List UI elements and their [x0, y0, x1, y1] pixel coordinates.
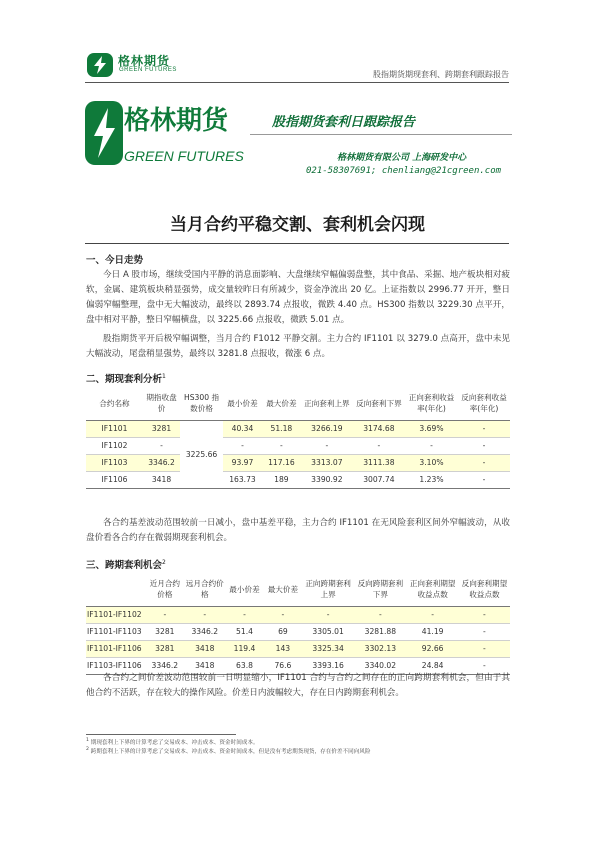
cash-futures-table: [86, 387, 510, 489]
page-title: 当月合约平稳交割、套利机会闪现: [170, 215, 425, 235]
table-header-cell: 正向套利期望收益点数: [406, 573, 458, 606]
table-cell: 3.10%: [405, 454, 458, 471]
banner-company: 格林期货有限公司 上海研发中心: [337, 153, 467, 163]
table-header-cell: 反向跨期套利下界: [354, 573, 406, 606]
table-cell: -: [225, 606, 264, 623]
section-calendar-spread-heading: [86, 557, 166, 571]
header-brand-cn: 格林期货: [118, 54, 171, 68]
table-cell: 3302.13: [354, 640, 406, 657]
section-today-trend-para2: 股指期货平开后极窄幅调整，当月合约 F1012 平静交割。主力合约 IF1101 以 3279.0 点高开，盘中未见大幅波动，尾盘稍显强势，最终以 3281.8 点报收，微涨 6 点。: [86, 334, 510, 359]
table-cell: 3418: [151, 475, 172, 484]
table-cell: 3346.2: [151, 661, 179, 670]
table-cell: -: [406, 606, 458, 623]
table-cell: IF1103-IF1106: [87, 661, 142, 670]
table-cell: -: [160, 441, 163, 450]
table-header-cell: 远月合约价格: [184, 573, 225, 606]
banner-logo-cn: 格林期货: [124, 106, 229, 136]
banner-logo-en: GREEN FUTURES: [124, 148, 244, 164]
green-futures-logo-icon: [86, 52, 114, 78]
table-row: [86, 437, 510, 454]
table-cell: 143: [264, 640, 302, 657]
section-calendar-spread-para: 各合约之间价差波动范围较前一日明显缩小，IF1101 合约与合约之间存在的正向跨期套利机会，但由于其他合约不活跃，存在较大的操作风险。价差日内波幅较大，存在日内跨期套利机会。: [86, 673, 510, 698]
table-cell: -: [459, 606, 510, 623]
table-cell: 3305.01: [312, 627, 344, 636]
table-header-cell: [86, 573, 145, 606]
table-cell: 51.18: [262, 420, 301, 437]
footnote-1-text: 期现套利上下界的计算考虑了交易成本、冲击成本、资金时间成本。: [90, 740, 259, 746]
table-cell: -: [482, 441, 486, 450]
header-brand-en: GREEN FUTURES: [119, 67, 177, 73]
title-rule: [85, 243, 509, 244]
banner-contact: 021-58307691; chenliang@21cgreen.com: [306, 166, 502, 176]
table-cell: -: [483, 661, 486, 670]
table-header-cell: 反向套利期望收益点数: [459, 573, 510, 606]
table-cell: 3346.2: [143, 454, 180, 471]
calendar-spread-table: [86, 573, 510, 675]
table-header-cell: 合约名称: [86, 387, 143, 420]
table-header-cell: HS300 指数价格: [180, 387, 223, 420]
table-cell: 3007.74: [363, 475, 395, 484]
table-cell: -: [264, 606, 302, 623]
table-cell: 24.84: [421, 661, 444, 670]
table-cell: 51.4: [236, 627, 253, 636]
table-header-cell: 正向套利收益率(年化): [405, 387, 458, 420]
section-today-trend-para1: 今日 A 股市场，继续受国内平静的消息面影响、大盘继续窄幅偏弱盘整，其中食品、采掘、地产板块相对疲软，金属、建筑板块稍显强势，成交量较昨日有所减少，资金净流出 20 亿。上证指数以 2996.77 开开，整日偏弱窄幅整理，盘中无大幅波动，最终以 2893.74 点报收，微跌 4.40 点。HS300 指数以 3229.30 点平开，盘中相对平静，整日窄幅横盘，以 3225.66 点报收，微跌 5.01 点。: [86, 270, 510, 325]
header-rule: [85, 82, 509, 83]
header-report-name: 股指期货期现套利、跨期套利跟踪报告: [373, 70, 509, 79]
table-cell: IF1101-IF1103: [87, 627, 142, 636]
table-cell: 3281: [145, 640, 184, 657]
footnote-ref-1: 1: [162, 372, 166, 380]
table-cell: 76.6: [274, 661, 292, 670]
footnote-1: $^1$ 期现套利上下界的计算考虑了交易成本、冲击成本、资金时间成本。: [86, 738, 259, 746]
table-header-cell: 正向跨期套利上界: [302, 573, 354, 606]
table-row: [86, 640, 510, 657]
table-cell: -: [241, 441, 244, 450]
table-header-cell: 最大价差: [262, 387, 301, 420]
table-cell: 189: [274, 475, 289, 484]
table-row: [86, 454, 510, 471]
table-cell: 3281.88: [364, 627, 397, 636]
table-cell: 163.73: [229, 475, 256, 484]
table-cell: 3346.2: [191, 627, 219, 636]
table-row: [86, 420, 510, 437]
table-header-cell: 近月合约价格: [145, 573, 184, 606]
table-header-cell: 反向套利收益率(年化): [458, 387, 510, 420]
table-cell: 3.69%: [405, 420, 458, 437]
section-today-trend-heading: 一、今日走势: [86, 255, 144, 266]
table-cell: IF1101-IF1106: [86, 640, 145, 657]
table-cell: 119.4: [225, 640, 264, 657]
table-cell: IF1101: [86, 420, 143, 437]
table-cell: IF1101-IF1102: [86, 606, 145, 623]
table-cell: IF1106: [101, 475, 128, 484]
table-cell: -: [377, 441, 381, 450]
table-cell: -: [482, 475, 486, 484]
table-cell: -: [302, 606, 354, 623]
table-cell: -: [458, 420, 510, 437]
table-cell: 41.19: [421, 627, 444, 636]
table-header-cell: 正向套利上界: [301, 387, 353, 420]
section-cash-futures-heading: [86, 371, 166, 385]
table-cell: 3393.16: [312, 661, 344, 670]
table-header-cell: 反向套利下界: [353, 387, 405, 420]
table-cell: 63.8: [236, 661, 253, 670]
table-cell: 3340.02: [364, 661, 397, 670]
table-header-row: [86, 387, 510, 420]
table-cell: 3281: [143, 420, 180, 437]
table-cell: 3418: [184, 640, 225, 657]
table-header-row: [86, 573, 510, 606]
table-cell-hs300: 3225.66: [180, 420, 223, 488]
table-cell: 3390.92: [311, 475, 343, 484]
table-header-cell: 最小价差: [225, 573, 264, 606]
table-cell: IF1102: [101, 441, 128, 450]
table-header-cell: 最大价差: [264, 573, 302, 606]
table-row: [86, 623, 510, 640]
table-cell: 3313.07: [301, 454, 353, 471]
table-cell: 40.34: [223, 420, 262, 437]
table-cell: IF1103: [86, 454, 143, 471]
header-logo: [86, 52, 196, 78]
table-header-cell: 最小价差: [223, 387, 262, 420]
section-cash-futures-para: 各合约基差波动范围较前一日减小，盘中基差平稳，主力合约 IF1101 在无风险套利区间外窄幅波动，从收盘价看各合约存在微弱期现套利机会。: [86, 518, 510, 543]
table-cell: 3281: [155, 627, 175, 636]
table-cell: 3174.68: [353, 420, 405, 437]
section-cash-futures-title: 二、期现套利分析: [86, 374, 163, 385]
banner-divider: [250, 134, 512, 135]
table-cell: 3111.38: [353, 454, 405, 471]
table-cell: -: [483, 627, 486, 636]
table-cell: -: [354, 606, 406, 623]
banner-title: 股指期货套利日跟踪报告: [272, 115, 416, 130]
footnote-2-text: 跨期套利上下界的计算考虑了交易成本、冲击成本、资金时间成本，但是没有考虑期货现货，存在价差不同向风险: [90, 749, 371, 755]
table-cell: -: [430, 441, 433, 450]
table-cell: 1.23%: [419, 475, 444, 484]
table-cell: 3325.34: [302, 640, 354, 657]
table-cell: -: [280, 441, 283, 450]
footnote-rule: [86, 734, 236, 735]
footnote-ref-2: 2: [162, 558, 166, 566]
table-cell: -: [459, 640, 510, 657]
table-cell: -: [325, 441, 329, 450]
table-cell: 3266.19: [301, 420, 353, 437]
table-cell: 92.66: [406, 640, 458, 657]
table-row: [86, 471, 510, 488]
footnote-2: $^2$ 跨期套利上下界的计算考虑了交易成本、冲击成本、资金时间成本，但是没有考虑期货现货，存在价差不同向风险: [86, 747, 371, 755]
banner-logo-icon: [84, 100, 124, 166]
section-calendar-spread-title: 三、跨期套利机会: [86, 560, 163, 571]
table-cell: -: [458, 454, 510, 471]
table-cell: 93.97: [223, 454, 262, 471]
table-row: [86, 606, 510, 623]
table-header-cell: 期指收盘价: [143, 387, 180, 420]
table-cell: -: [145, 606, 184, 623]
table-cell: -: [184, 606, 225, 623]
table-cell: 69: [278, 627, 288, 636]
table-cell: 3418: [195, 661, 215, 670]
table-cell: 117.16: [262, 454, 301, 471]
